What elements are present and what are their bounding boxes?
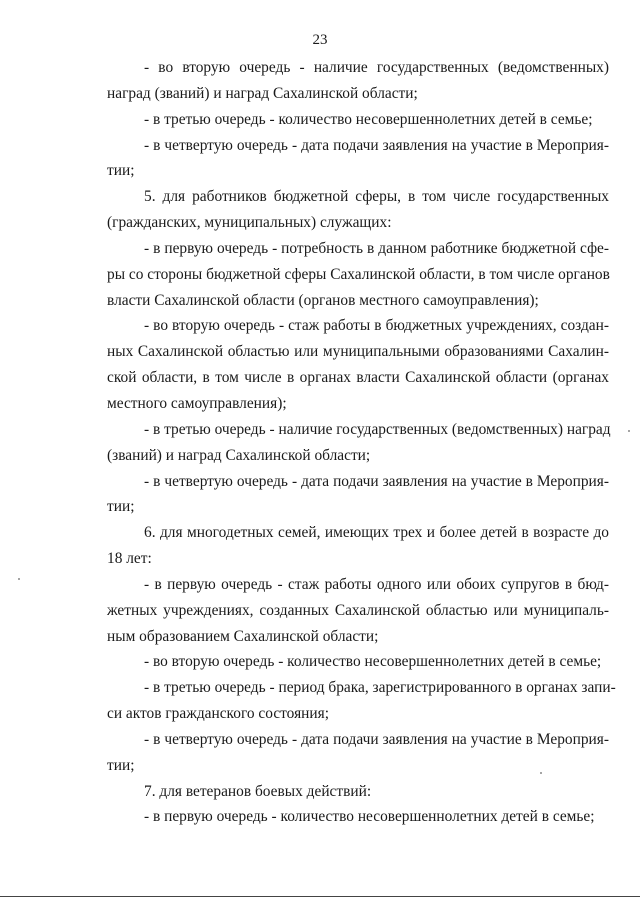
text-line: 6. для многодетных семей, имеющих трех и более детей в возрасте до [144, 524, 609, 542]
text-line: местного самоуправления); [107, 394, 287, 412]
text-line: - в первую очередь - количество несовершеннолетних детей в семье; [144, 808, 595, 826]
text-line: тии; [107, 162, 135, 180]
text-line: - в первую очередь - стаж работы одного или обоих супругов в бюд- [144, 575, 609, 593]
text-line: - в третью очередь - наличие государственных (ведомственных) наград [144, 420, 611, 438]
text-line: - в первую очередь - потребность в данном работнике бюджетной сфе- [144, 239, 609, 257]
text-line: - в третью очередь - период брака, зарегистрированного в органах запи- [144, 679, 616, 697]
text-line: тии; [107, 498, 135, 516]
text-line: ных Сахалинской областью или муниципальными образованиями Сахалин- [107, 343, 609, 361]
text-line: - во вторую очередь - стаж работы в бюджетных учреждениях, создан- [144, 317, 609, 335]
text-line: жетных учреждениях, созданных Сахалинской областью или муниципаль- [107, 601, 609, 619]
bottom-border-line [0, 896, 640, 897]
scan-speck [540, 772, 542, 774]
text-line: - в четвертую очередь - дата подачи заявления на участие в Мероприя- [144, 472, 609, 490]
text-line: - в четвертую очередь - дата подачи заявления на участие в Мероприя- [144, 136, 609, 154]
text-line: - в третью очередь - количество несовершеннолетних детей в семье; [144, 110, 593, 128]
text-line: ры со стороны бюджетной сферы Сахалинской области, в том числе органов [107, 265, 610, 283]
text-line: ской области, в том числе в органах власти Сахалинской области (органах [107, 369, 609, 387]
text-line: 7. для ветеранов боевых действий: [144, 782, 372, 800]
text-line: ным образованием Сахалинской области; [107, 627, 379, 645]
text-line: 18 лет: [107, 550, 152, 568]
text-line: (званий) и наград Сахалинской области; [107, 446, 371, 464]
text-line: власти Сахалинской области (органов местного самоуправления); [107, 291, 539, 309]
text-line: - в четвертую очередь - дата подачи заявления на участие в Мероприя- [144, 730, 609, 748]
page-number: 23 [312, 32, 328, 48]
scan-speck [628, 430, 630, 432]
text-line: - во вторую очередь - наличие государственных (ведомственных) [144, 59, 609, 76]
text-line: 5. для работников бюджетной сферы, в том числе государственных [144, 188, 609, 206]
text-line: тии; [107, 756, 135, 774]
document-body [107, 55, 616, 830]
text-line: си актов гражданского состояния; [107, 705, 329, 723]
scan-speck [18, 578, 20, 580]
text-line: - во вторую очередь - количество несовершеннолетних детей в семье; [144, 653, 602, 671]
text-line: (гражданских, муниципальных) служащих: [107, 214, 392, 232]
text-line: наград (званий) и наград Сахалинской области; [107, 84, 418, 102]
